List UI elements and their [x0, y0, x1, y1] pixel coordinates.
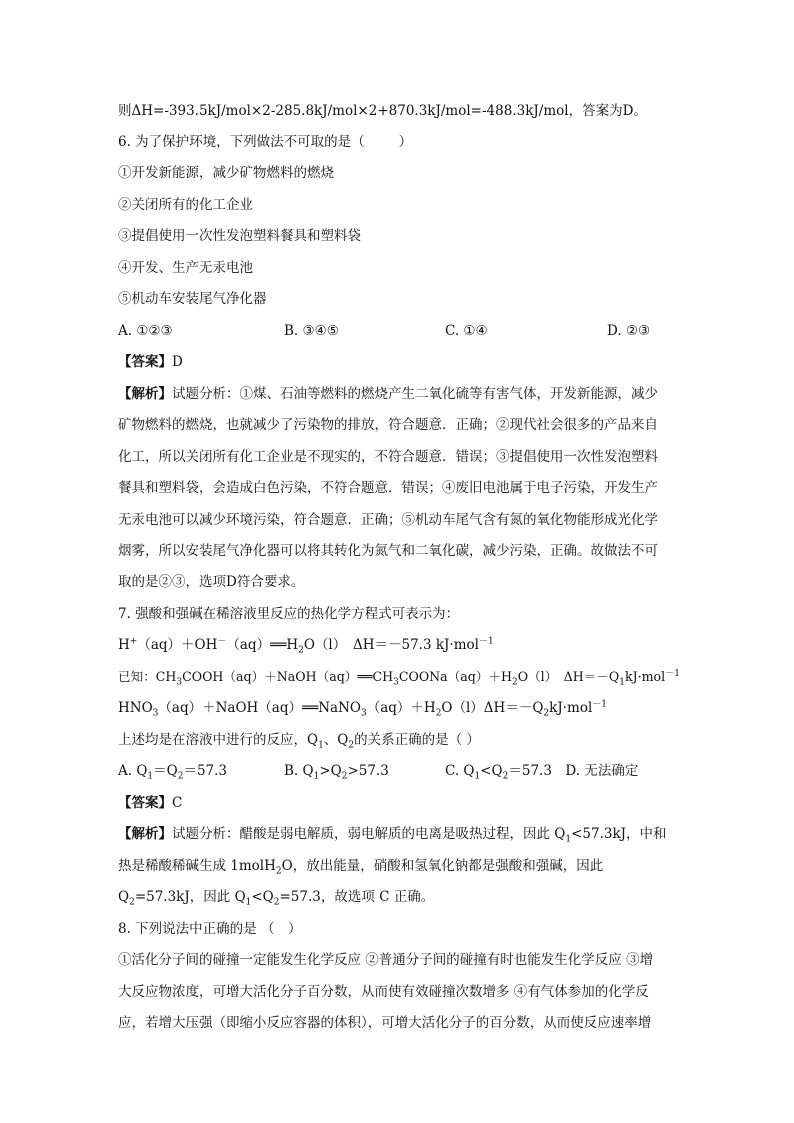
q7-equation-1: $H^+(aq)+OH^-(aq)══H_2O(l)$ ΔH＝－57.3 kJ·mol$^{-1}$: [118, 636, 494, 656]
q7-option-a: A. $Q_1=Q_2=57.3$: [118, 763, 228, 782]
q6-item-4: ④开发、生产无汞电池: [118, 260, 253, 276]
q6-stem: 6. 为了保护环境，下列做法不可取的是（ ）: [118, 134, 413, 150]
q6-analysis-line-2: 矿物燃料的燃烧，也就减少了污染物的排放，符合题意．正确；②现代社会很多的产品来自: [118, 417, 658, 433]
q6-option-b: B. ③④⑤: [284, 323, 339, 339]
q8-line-1: ①活化分子间的碰撞一定能发生化学反应 ②普通分子间的碰撞有时也能发生化学反应 ③增: [118, 952, 654, 968]
q6-analysis-line-4: 餐具和塑料袋，会造成白色污染，不符合题意．错误；④废旧电池属于电子污染，开发生产: [118, 480, 658, 496]
q6-answer: 【答案】D: [118, 354, 183, 370]
q6-analysis-line-6: 烟雾，所以安装尾气净化器可以将其转化为氮气和二氧化碳，减少污染，正确。故做法不可: [118, 543, 658, 559]
q7-answer: 【答案】C: [118, 795, 183, 811]
q8-stem: 8. 下列说法中正确的是 （ ）: [118, 921, 302, 937]
q6-item-3: ③提倡使用一次性发泡塑料餐具和塑料袋: [118, 228, 361, 244]
q7-analysis-line-1: 【解析】试题分析：醋酸是弱电解质，弱电解质的电离是吸热过程，因此 $Q_1<57.3kJ$，中和: [118, 826, 667, 845]
q6-item-5: ⑤机动车安装尾气净化器: [118, 291, 267, 307]
q6-analysis-line-1: 【解析】试题分析：①煤、石油等燃料的燃烧产生二氧化硫等有害气体，开发新能源，减少: [118, 386, 658, 402]
q7-equation-3: $HNO_3(aq)+NaOH(aq)══NaNO_3(aq)+H_2O(l)\Delta H=-Q_2kJ\cdot mol^{-1}$: [118, 699, 608, 719]
q7-option-c-d: C. $Q_1<Q_2=57.3$ D. 无法确定: [445, 763, 639, 782]
q6-item-1: ①开发新能源，减少矿物燃料的燃烧: [118, 165, 334, 181]
q8-line-3: 应，若增大压强（即缩小反应容器的体积），可增大活化分子的百分数，从而使反应速率增: [118, 1015, 652, 1031]
q7-analysis-line-3: $Q_2=57.3kJ$，因此 $Q_1<Q_2=57.3$，故选项 C 正确。: [118, 889, 435, 908]
q7-stem: 7. 强酸和强碱在稀溶液里反应的热化学方程式可表示为：: [118, 606, 460, 622]
q7-relation: 上述均是在溶液中进行的反应，$Q_1$、$Q_2$的关系正确的是（ ）: [118, 732, 480, 751]
q7-equation-2: 已知：$CH_3COOH(aq)+NaOH(aq)══CH_3COONa(aq)+H_2O(l)$ $\Delta H=-Q_1kJ\cdot mol^{-1}$: [118, 668, 680, 688]
intro-line: 则ΔH=-393.5kJ/mol×2-285.8kJ/mol×2+870.3kJ/mol=-488.3kJ/mol，答案为D。: [118, 103, 647, 119]
q6-option-d: D. ②③: [607, 323, 651, 339]
q8-line-2: 大反应物浓度，可增大活化分子百分数，从而使有效碰撞次数增多 ④有气体参加的化学反: [118, 984, 649, 1000]
q6-analysis-line-5: 无汞电池可以减少环境污染，符合题意．正确；⑤机动车尾气含有氮的氧化物能形成光化学: [118, 512, 658, 528]
q6-option-c: C. ①④: [445, 323, 488, 339]
q6-analysis-line-3: 化工，所以关闭所有化工企业是不现实的，不符合题意．错误；③提倡使用一次性发泡塑料: [118, 449, 658, 465]
q6-option-a: A. ①②③: [118, 323, 173, 339]
q7-option-b: B. $Q_1>Q_2>57.3$: [284, 763, 389, 782]
q6-analysis-line-7: 取的是②③，选项D符合要求。: [118, 574, 305, 590]
q6-item-2: ②关闭所有的化工企业: [118, 197, 253, 213]
q7-analysis-line-2: 热是稀酸稀碱生成 1molH$_2$O，放出能量，硝酸和氢氧化钠都是强酸和强碱，因此: [118, 858, 604, 877]
